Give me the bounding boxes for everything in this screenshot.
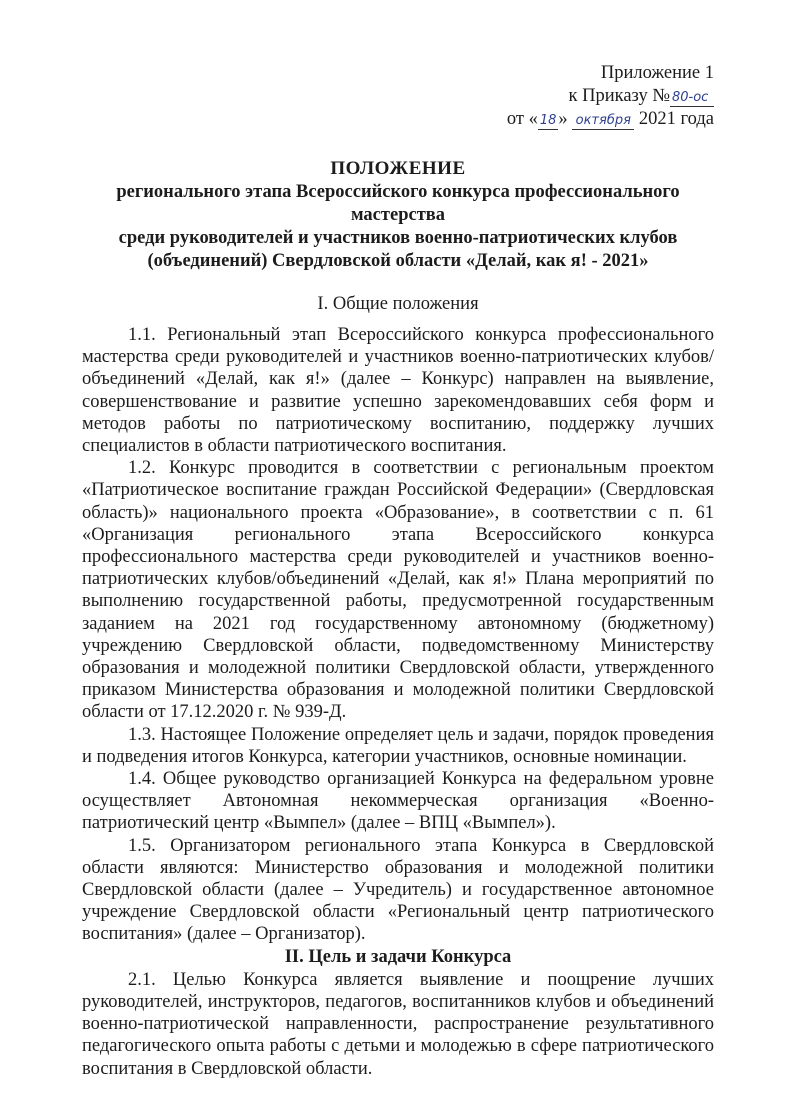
date-suffix: 2021 года xyxy=(638,109,714,129)
date-month-handwritten: октября xyxy=(572,113,634,130)
title-line-3: (объединений) Свердловской области «Делай, как я! - 2021» xyxy=(147,251,649,271)
date-prefix: от « xyxy=(506,109,538,129)
title-main: ПОЛОЖЕНИЕ xyxy=(330,158,466,179)
paragraph-1-4: 1.4. Общее руководство организацией Конкурса на федеральном уровне осуществляет Автономная некоммерческая организация «Военно-патриотический центр «Вымпел» (далее – ВПЦ «Вымпел»). xyxy=(82,769,714,834)
document-title xyxy=(82,157,714,273)
paragraph-2-1: 2.1. Целью Конкурса является выявление и поощрение лучших руководителей, инструкторов, педагогов, воспитанников клубов и объединений военно-патриотической направленности, распространение результативного педагогического опыта работы с детьми и молодежью в сфере патриотического воспитания в Свердловской области. xyxy=(82,969,714,1079)
title-line-1: регионального этапа Всероссийского конкурса профессионального мастерства xyxy=(116,182,680,225)
date-mid: » xyxy=(558,109,568,129)
date-line xyxy=(82,108,714,131)
appendix-header xyxy=(82,62,714,131)
order-line xyxy=(82,85,714,108)
paragraph-1-2: 1.2. Конкурс проводится в соответствии с региональным проектом «Патриотическое воспитание граждан Российской Федерации» (Свердловская область)» национального проекта «Образование», в соответствии с п. 61 «Организация регионального этапа Всероссийского конкурса профессионального мастерства среди руководителей и участников военно-патриотических клубов/объединений «Делай, как я!» Плана мероприятий по выполнению государственной работы, предусмотренной государственным заданием на 2021 год государственному автономному (бюджетному) учреждению Свердловской области, подведомственному Министерству образования и молодежной политики Свердловской области, утвержденного приказом Министерства образования и молодежной политики Свердловской области от 17.12.2020 г. № 939-Д. xyxy=(82,458,714,723)
paragraph-1-5: 1.5. Организатором регионального этапа Конкурса в Свердловской области являются: Министерство образования и молодежной политики Свердловской области (далее – Учредитель) и государственное автономное учреждение Свердловской области «Региональный центр патриотического воспитания» (далее – Организатор). xyxy=(82,835,714,945)
paragraph-1-3: 1.3. Настоящее Положение определяет цель и задачи, порядок проведения и подведения итогов Конкурса, категории участников, основные номинации. xyxy=(82,724,714,767)
section-1-heading: I. Общие положения xyxy=(317,294,479,314)
title-line-2: среди руководителей и участников военно-патриотических клубов xyxy=(118,228,678,248)
section-2-heading: II. Цель и задачи Конкурса xyxy=(284,946,512,967)
appendix-label: Приложение 1 xyxy=(600,63,714,83)
date-day-handwritten: 18 xyxy=(539,113,557,128)
order-number-handwritten: 80-ос xyxy=(670,90,714,107)
paragraph-1-1: 1.1. Региональный этап Всероссийского конкурса профессионального мастерства среди руководителей и участников военно-патриотических клубов/объединений «Делай, как я!» (далее – Конкурс) направлен на выявление, совершенствование и развитие успешно зарекомендовавших себя форм и методов работы по патриотическому воспитанию, поддержку лучших специалистов в области патриотического воспитания. xyxy=(82,325,714,457)
order-prefix: к Приказу № xyxy=(568,86,670,106)
